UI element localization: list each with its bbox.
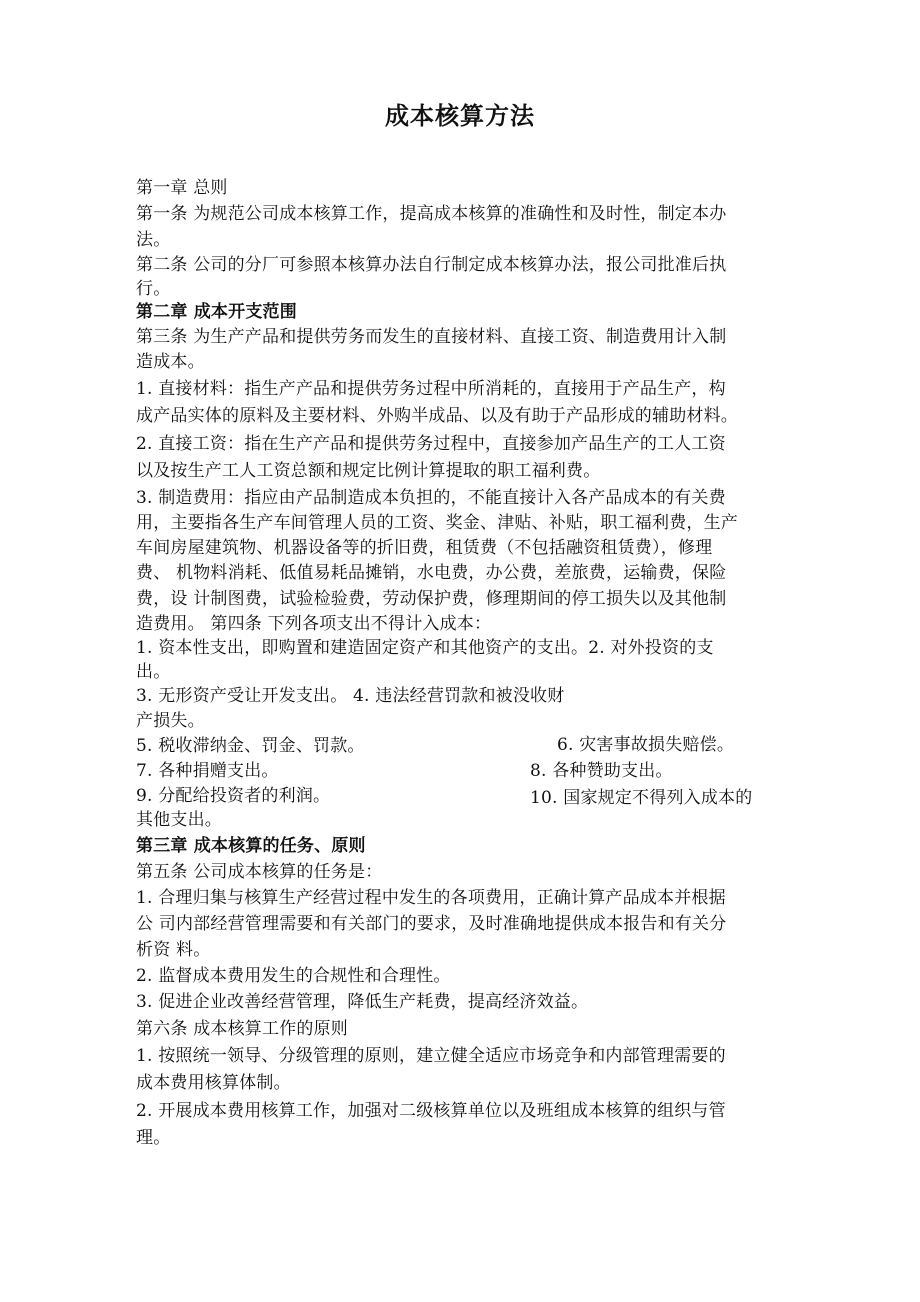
- text-line: 2. 直接工资：指在生产产品和提供劳务过程中，直接参加产品生产的工人工资: [136, 434, 726, 454]
- text-line: 1. 合理归集与核算生产经营过程中发生的各项费用，正确计算产品成本并根据: [136, 888, 726, 908]
- list-item-right: 8. 各种赞助支出。: [530, 761, 673, 781]
- text-line: 其他支出。: [136, 810, 222, 830]
- text-line: 产损失。: [136, 711, 205, 731]
- text-line: 析资 料。: [136, 940, 211, 960]
- text-line: 第二条 公司的分厂可参照本核算办法自行制定成本核算办法，报公司批准后执: [136, 255, 727, 275]
- text-line: 造费用。 第四条 下列各项支出不得计入成本：: [136, 614, 492, 634]
- text-line: 法。: [136, 230, 171, 250]
- text-line: 理。: [136, 1128, 171, 1148]
- text-line: 3. 制造费用：指应由产品制造成本负担的，不能直接计入各产品成本的有关费: [136, 488, 726, 508]
- list-item-right: 10. 国家规定不得列入成本的: [530, 788, 753, 808]
- chapter-1-heading: 第一章 总则: [136, 178, 228, 198]
- document-title: 成本核算方法: [385, 102, 535, 130]
- text-line: 公 司内部经营管理需要和有关部门的要求，及时准确地提供成本报告和有关分: [136, 914, 727, 934]
- chapter-2-heading: 第二章 成本开支范围: [136, 302, 297, 322]
- text-line: 造成本。: [136, 352, 205, 372]
- text-line: 1. 按照统一领导、分级管理的原则，建立健全适应市场竞争和内部管理需要的: [136, 1046, 726, 1066]
- text-line: 2. 开展成本费用核算工作，加强对二级核算单位以及班组成本核算的组织与管: [136, 1101, 726, 1121]
- list-item-left: 9. 分配给投资者的利润。: [136, 786, 331, 806]
- text-line: 第六条 成本核算工作的原则: [136, 1019, 349, 1039]
- text-line: 3. 无形资产受让开发支出。 4. 违法经营罚款和被没收财: [136, 686, 565, 706]
- text-line: 第一条 为规范公司成本核算工作，提高成本核算的准确性和及时性，制定本办: [136, 204, 727, 224]
- text-line: 1. 直接材料：指生产产品和提供劳务过程中所消耗的，直接用于产品生产，构: [136, 379, 726, 399]
- list-item-left: 5. 税收滞纳金、罚金、罚款。: [136, 736, 365, 756]
- text-line: 费、 机物料消耗、低值易耗品摊销，水电费，办公费，差旅费，运输费，保险: [136, 563, 727, 583]
- text-line: 费，设 计制图费，试验检验费，劳动保护费，修理期间的停工损失以及其他制: [136, 589, 727, 609]
- text-line: 车间房屋建筑物、机器设备等的折旧费，租赁费（不包括融资租赁费），修理: [136, 538, 713, 558]
- text-line: 出。: [136, 662, 171, 682]
- text-line: 3. 促进企业改善经营管理，降低生产耗费，提高经济效益。: [136, 992, 589, 1012]
- list-item-right: 6. 灾害事故损失赔偿。: [557, 735, 735, 755]
- list-item-left: 7. 各种捐赠支出。: [136, 761, 279, 781]
- text-line: 2. 监督成本费用发生的合规性和合理性。: [136, 966, 451, 986]
- text-line: 用，主要指各生产车间管理人员的工资、奖金、津贴、补贴，职工福利费，生产: [136, 513, 738, 533]
- text-line: 第三条 为生产产品和提供劳务而发生的直接材料、直接工资、制造费用计入制: [136, 327, 727, 347]
- text-line: 成产品实体的原料及主要材料、外购半成品、以及有助于产品形成的辅助材料。: [136, 406, 738, 426]
- text-line: 以及按生产工人工资总额和规定比例计算提取的职工福利费。: [136, 461, 601, 481]
- text-line: 1. 资本性支出，即购置和建造固定资产和其他资产的支出。2. 对外投资的支: [136, 638, 714, 658]
- text-line: 行。: [136, 279, 171, 299]
- chapter-3-heading: 第三章 成本核算的任务、原则: [136, 836, 366, 856]
- text-line: 第五条 公司成本核算的任务是：: [136, 862, 383, 882]
- text-line: 成本费用核算体制。: [136, 1073, 291, 1093]
